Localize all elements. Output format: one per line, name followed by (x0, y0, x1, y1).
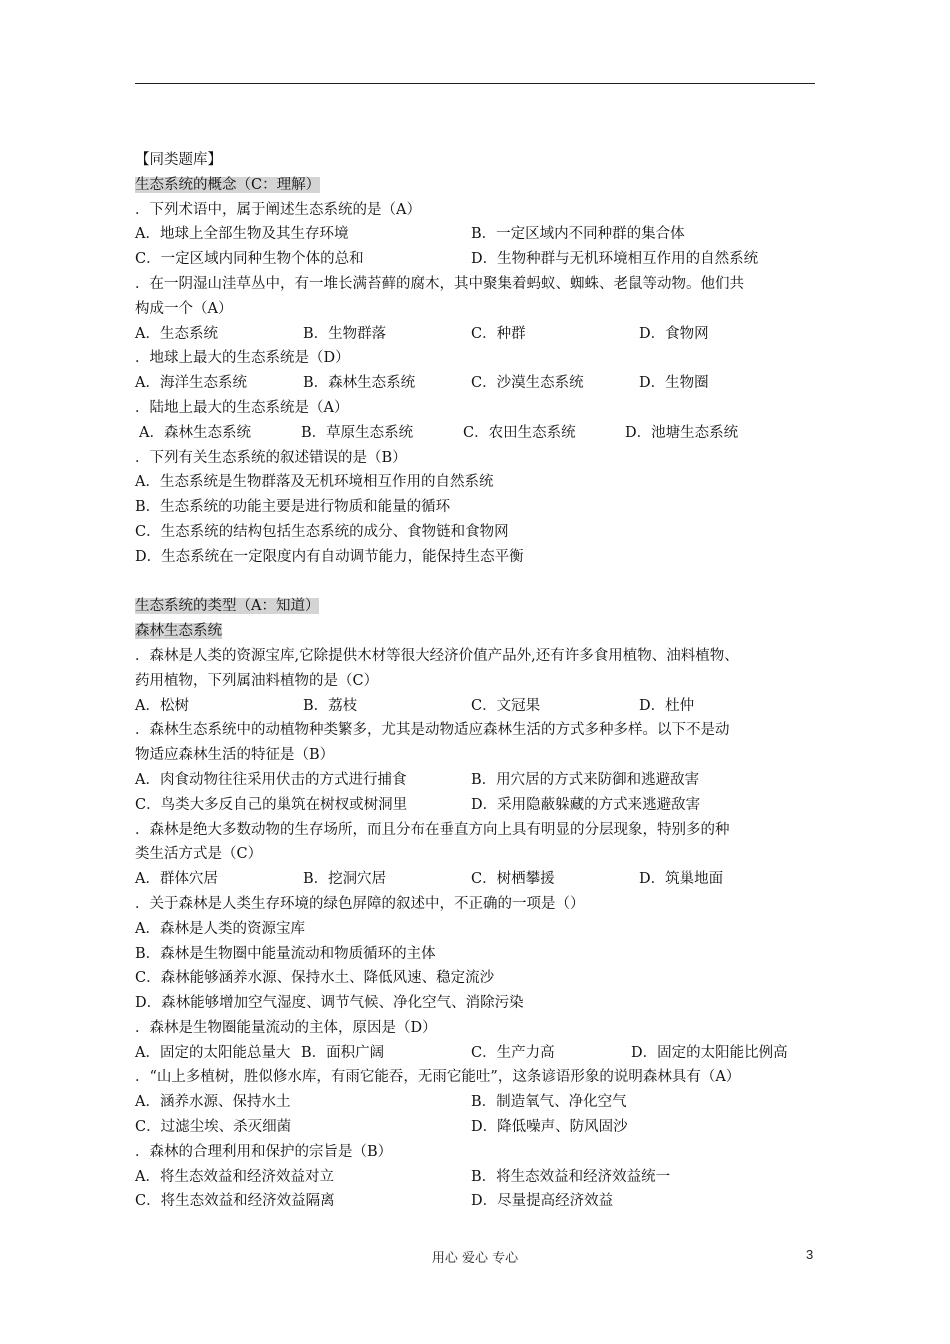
question-stem-cont: 构成一个（A） (135, 300, 233, 317)
option-d: D．降低噪声、防风固沙 (471, 1119, 628, 1136)
question-stem: ．下列术语中，属于阐述生态系统的是（A） (135, 201, 421, 218)
option-d: D．池塘生态系统 (625, 424, 739, 441)
option-c: C．树栖攀援 (471, 871, 555, 888)
options-row (135, 322, 825, 347)
option-c: C．生产力高 (471, 1044, 555, 1061)
question-stem: ．“山上多植树，胜似修水库，有雨它能吞，无雨它能吐”，这条谚语形象的说明森林具有（A） (135, 1069, 741, 1086)
option-c: C．过滤尘埃、杀灭细菌 (135, 1119, 292, 1136)
option-b: B．制造氧气、净化空气 (471, 1094, 627, 1111)
option-b: B．草原生态系统 (301, 424, 414, 441)
option-d: D．杜仲 (639, 697, 695, 714)
option-d: D．森林能够增加空气湿度、调节气候、净化空气、消除污染 (135, 995, 524, 1012)
options-row (135, 1165, 825, 1190)
question-stem: ．下列有关生态系统的叙述错误的是（B） (135, 449, 407, 466)
options-row (135, 1041, 825, 1066)
option-b: B．面积广阔 (301, 1044, 385, 1061)
options-row (135, 694, 825, 719)
options-row (135, 867, 825, 892)
option-a: A．固定的太阳能总量大 (135, 1044, 291, 1061)
option-c: C．将生态效益和经济效益隔离 (135, 1193, 335, 1210)
header-rule (135, 83, 815, 84)
option-c: C．森林能够涵养水源、保持水土、降低风速、稳定流沙 (135, 970, 495, 987)
question-stem: ．森林的合理利用和保护的宗旨是（B） (135, 1143, 393, 1160)
option-b: B．荔枝 (303, 697, 358, 714)
footer-motto: 用心 爱心 专心 (431, 1251, 519, 1266)
option-d: D．尽量提高经济效益 (471, 1193, 614, 1210)
question-stem: ．在一阴湿山洼草丛中，有一堆长满苔藓的腐木，其中聚集着蚂蚁、蜘蛛、老鼠等动物。他们共 (135, 275, 744, 292)
section-heading: 【同类题库】 (135, 152, 222, 168)
options-row (135, 247, 825, 272)
options-row (135, 371, 825, 396)
option-c: C．沙漠生态系统 (471, 375, 584, 392)
option-a: A．将生态效益和经济效益对立 (135, 1168, 334, 1185)
question-stem-cont: 药用植物，下列属油料植物的是（C） (135, 672, 379, 689)
page-number: 3 (806, 1247, 814, 1262)
section-title: 生态系统的类型（A：知道） (135, 598, 320, 615)
option-a: A．生态系统 (135, 325, 218, 342)
option-d: D．固定的太阳能比例高 (631, 1044, 788, 1061)
option-b: B．将生态效益和经济效益统一 (471, 1168, 671, 1185)
option-c: C．一定区域内同种生物个体的总和 (135, 251, 364, 268)
question-stem-cont: 类生活方式是（C） (135, 846, 263, 863)
options-row (135, 1189, 825, 1214)
option-b: B．生物群落 (303, 325, 387, 342)
option-d: D．采用隐蔽躲藏的方式来逃避敌害 (471, 796, 701, 813)
option-a: A．森林是人类的资源宝库 (135, 920, 305, 937)
option-d: D．食物网 (639, 325, 709, 342)
option-d: D．筑巢地面 (639, 871, 724, 888)
spacer (135, 570, 825, 595)
option-c: C．农田生态系统 (463, 424, 576, 441)
option-b: B．挖洞穴居 (303, 871, 387, 888)
options-row (135, 421, 825, 446)
question-stem: ．地球上最大的生态系统是（D） (135, 350, 350, 367)
option-a: A．群体穴居 (135, 871, 218, 888)
option-a: A．地球上全部生物及其生存环境 (135, 226, 349, 243)
option-a: A．松树 (135, 697, 189, 714)
options-row (135, 768, 825, 793)
document-body (135, 148, 825, 1214)
option-c: C．种群 (471, 325, 526, 342)
option-b: B．用穴居的方式来防御和逃避敌害 (471, 771, 700, 788)
options-row (135, 1115, 825, 1140)
option-a: A．涵养水源、保持水土 (135, 1094, 291, 1111)
question-stem: ．森林是绝大多数动物的生存场所，而且分布在垂直方向上具有明显的分层现象，特别多的种 (135, 821, 730, 838)
question-stem: ．关于森林是人类生存环境的绿色屏障的叙述中，不正确的一项是（） (135, 895, 585, 912)
option-a: A．森林生态系统 (139, 424, 251, 441)
question-stem: ．森林是生物圈能量流动的主体，原因是（D） (135, 1019, 437, 1036)
option-d: D．生物圈 (639, 375, 709, 392)
option-a: A．肉食动物往往采用伏击的方式进行捕食 (135, 771, 407, 788)
option-b: B．森林生态系统 (303, 375, 416, 392)
option-d: D．生物种群与无机环境相互作用的自然系统 (471, 251, 759, 268)
option-a: A．海洋生态系统 (135, 375, 247, 392)
option-b: B．生态系统的功能主要是进行物质和能量的循环 (135, 499, 451, 516)
options-row (135, 1090, 825, 1115)
options-row (135, 222, 825, 247)
question-stem: ．陆地上最大的生态系统是（A） (135, 399, 349, 416)
option-a: A．生态系统是生物群落及无机环境相互作用的自然系统 (135, 474, 494, 491)
option-b: B．一定区域内不同种群的集合体 (471, 226, 685, 243)
section-title: 生态系统的概念（C：理解） (135, 176, 321, 193)
section-subtitle: 森林生态系统 (135, 623, 222, 640)
option-d: D．生态系统在一定限度内有自动调节能力，能保持生态平衡 (135, 548, 524, 565)
question-stem: ．森林是人类的资源宝库,它除提供木材等很大经济价值产品外,还有许多食用植物、油料植物、 (135, 647, 739, 664)
option-c: C．文冠果 (471, 697, 541, 714)
options-row (135, 793, 825, 818)
option-b: B．森林是生物圈中能量流动和物质循环的主体 (135, 945, 436, 962)
question-stem-cont: 物适应森林生活的特征是（B） (135, 747, 335, 764)
question-stem: ．森林生态系统中的动植物种类繁多，尤其是动物适应森林生活的方式多种多样。以下不是动 (135, 722, 730, 739)
option-c: C．鸟类大多反自己的巢筑在树杈或树洞里 (135, 796, 408, 813)
option-c: C．生态系统的结构包括生态系统的成分、食物链和食物网 (135, 523, 509, 540)
